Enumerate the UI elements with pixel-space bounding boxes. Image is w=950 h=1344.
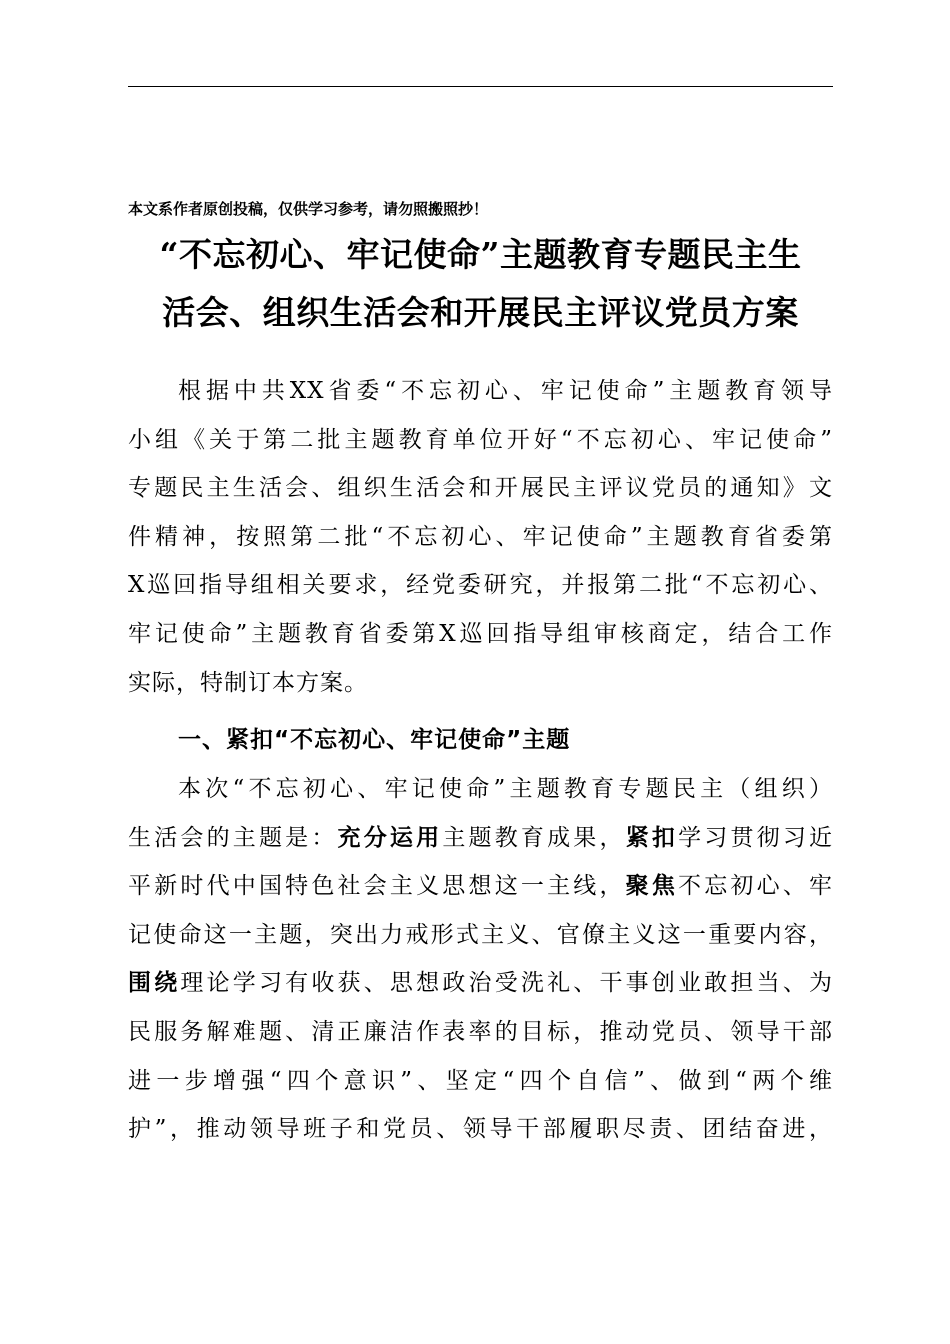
paragraph-line: 护”，推动领导班子和党员、领导干部履职尽责、团结奋进， bbox=[128, 1116, 833, 1143]
section-heading-1: 一、紧扣“不忘初心、牢记使命”主题 bbox=[178, 727, 571, 753]
text-run: 不忘初心、牢 bbox=[678, 873, 834, 900]
text-run: 生活会的主题是： bbox=[128, 824, 338, 851]
paragraph-line: 进一步增强“四个意识”、坚定“四个自信”、做到“两个维 bbox=[128, 1067, 833, 1094]
paragraph-line bbox=[128, 862, 833, 911]
paragraph-line: 民服务解难题、清正廉洁作表率的目标，推动党员、领导干部 bbox=[128, 1018, 833, 1045]
paragraph-line bbox=[128, 814, 833, 863]
title-line: “不忘初心、牢记使命”主题教育专题民主生 bbox=[159, 235, 802, 274]
text-run: 理论学习有收获、思想政治受洗礼、干事创业敢担当、为 bbox=[180, 970, 834, 997]
paragraph-line: 小组《关于第二批主题教育单位开好“不忘初心、牢记使命” bbox=[128, 426, 833, 453]
paragraph-line bbox=[128, 959, 833, 1008]
emphasis-text: 充分运用 bbox=[337, 824, 443, 851]
emphasis-text: 聚焦 bbox=[625, 873, 679, 900]
emphasis-text: 紧扣 bbox=[625, 824, 679, 851]
header-rule bbox=[128, 86, 833, 87]
emphasis-text: 围绕 bbox=[128, 970, 181, 997]
paragraph-line: 件精神，按照第二批“不忘初心、牢记使命”主题教育省委第 bbox=[128, 523, 833, 550]
paragraph-line: X巡回指导组相关要求，经党委研究，并报第二批“不忘初心、 bbox=[128, 572, 833, 599]
document-title bbox=[128, 226, 833, 342]
text-run: 平新时代中国特色社会主义思想这一主线， bbox=[128, 873, 626, 900]
text-run: 主题教育成果， bbox=[442, 824, 626, 851]
title-line: 活会、组织生活会和开展民主评议党员方案 bbox=[162, 293, 799, 332]
intro-paragraph bbox=[128, 367, 833, 707]
paragraph-line: 记使命这一主题，突出力戒形式主义、官僚主义这一重要内容， bbox=[128, 921, 833, 948]
paragraph-line: 本次“不忘初心、牢记使命”主题教育专题民主（组织） bbox=[178, 776, 833, 802]
copyright-notice: 本文系作者原创投稿，仅供学习参考，请勿照搬照抄！ bbox=[128, 200, 489, 218]
text-run: 学习贯彻习近 bbox=[678, 824, 834, 851]
paragraph-line: 专题民主生活会、组织生活会和开展民主评议党员的通知》文 bbox=[128, 475, 833, 502]
paragraph-line: 根据中共XX省委“不忘初心、牢记使命”主题教育领导 bbox=[178, 378, 833, 404]
paragraph-line: 牢记使命”主题教育省委第X巡回指导组审核商定，结合工作 bbox=[128, 620, 833, 647]
paragraph-line: 实际，特制订本方案。 bbox=[128, 669, 368, 696]
theme-paragraph bbox=[128, 765, 833, 1154]
